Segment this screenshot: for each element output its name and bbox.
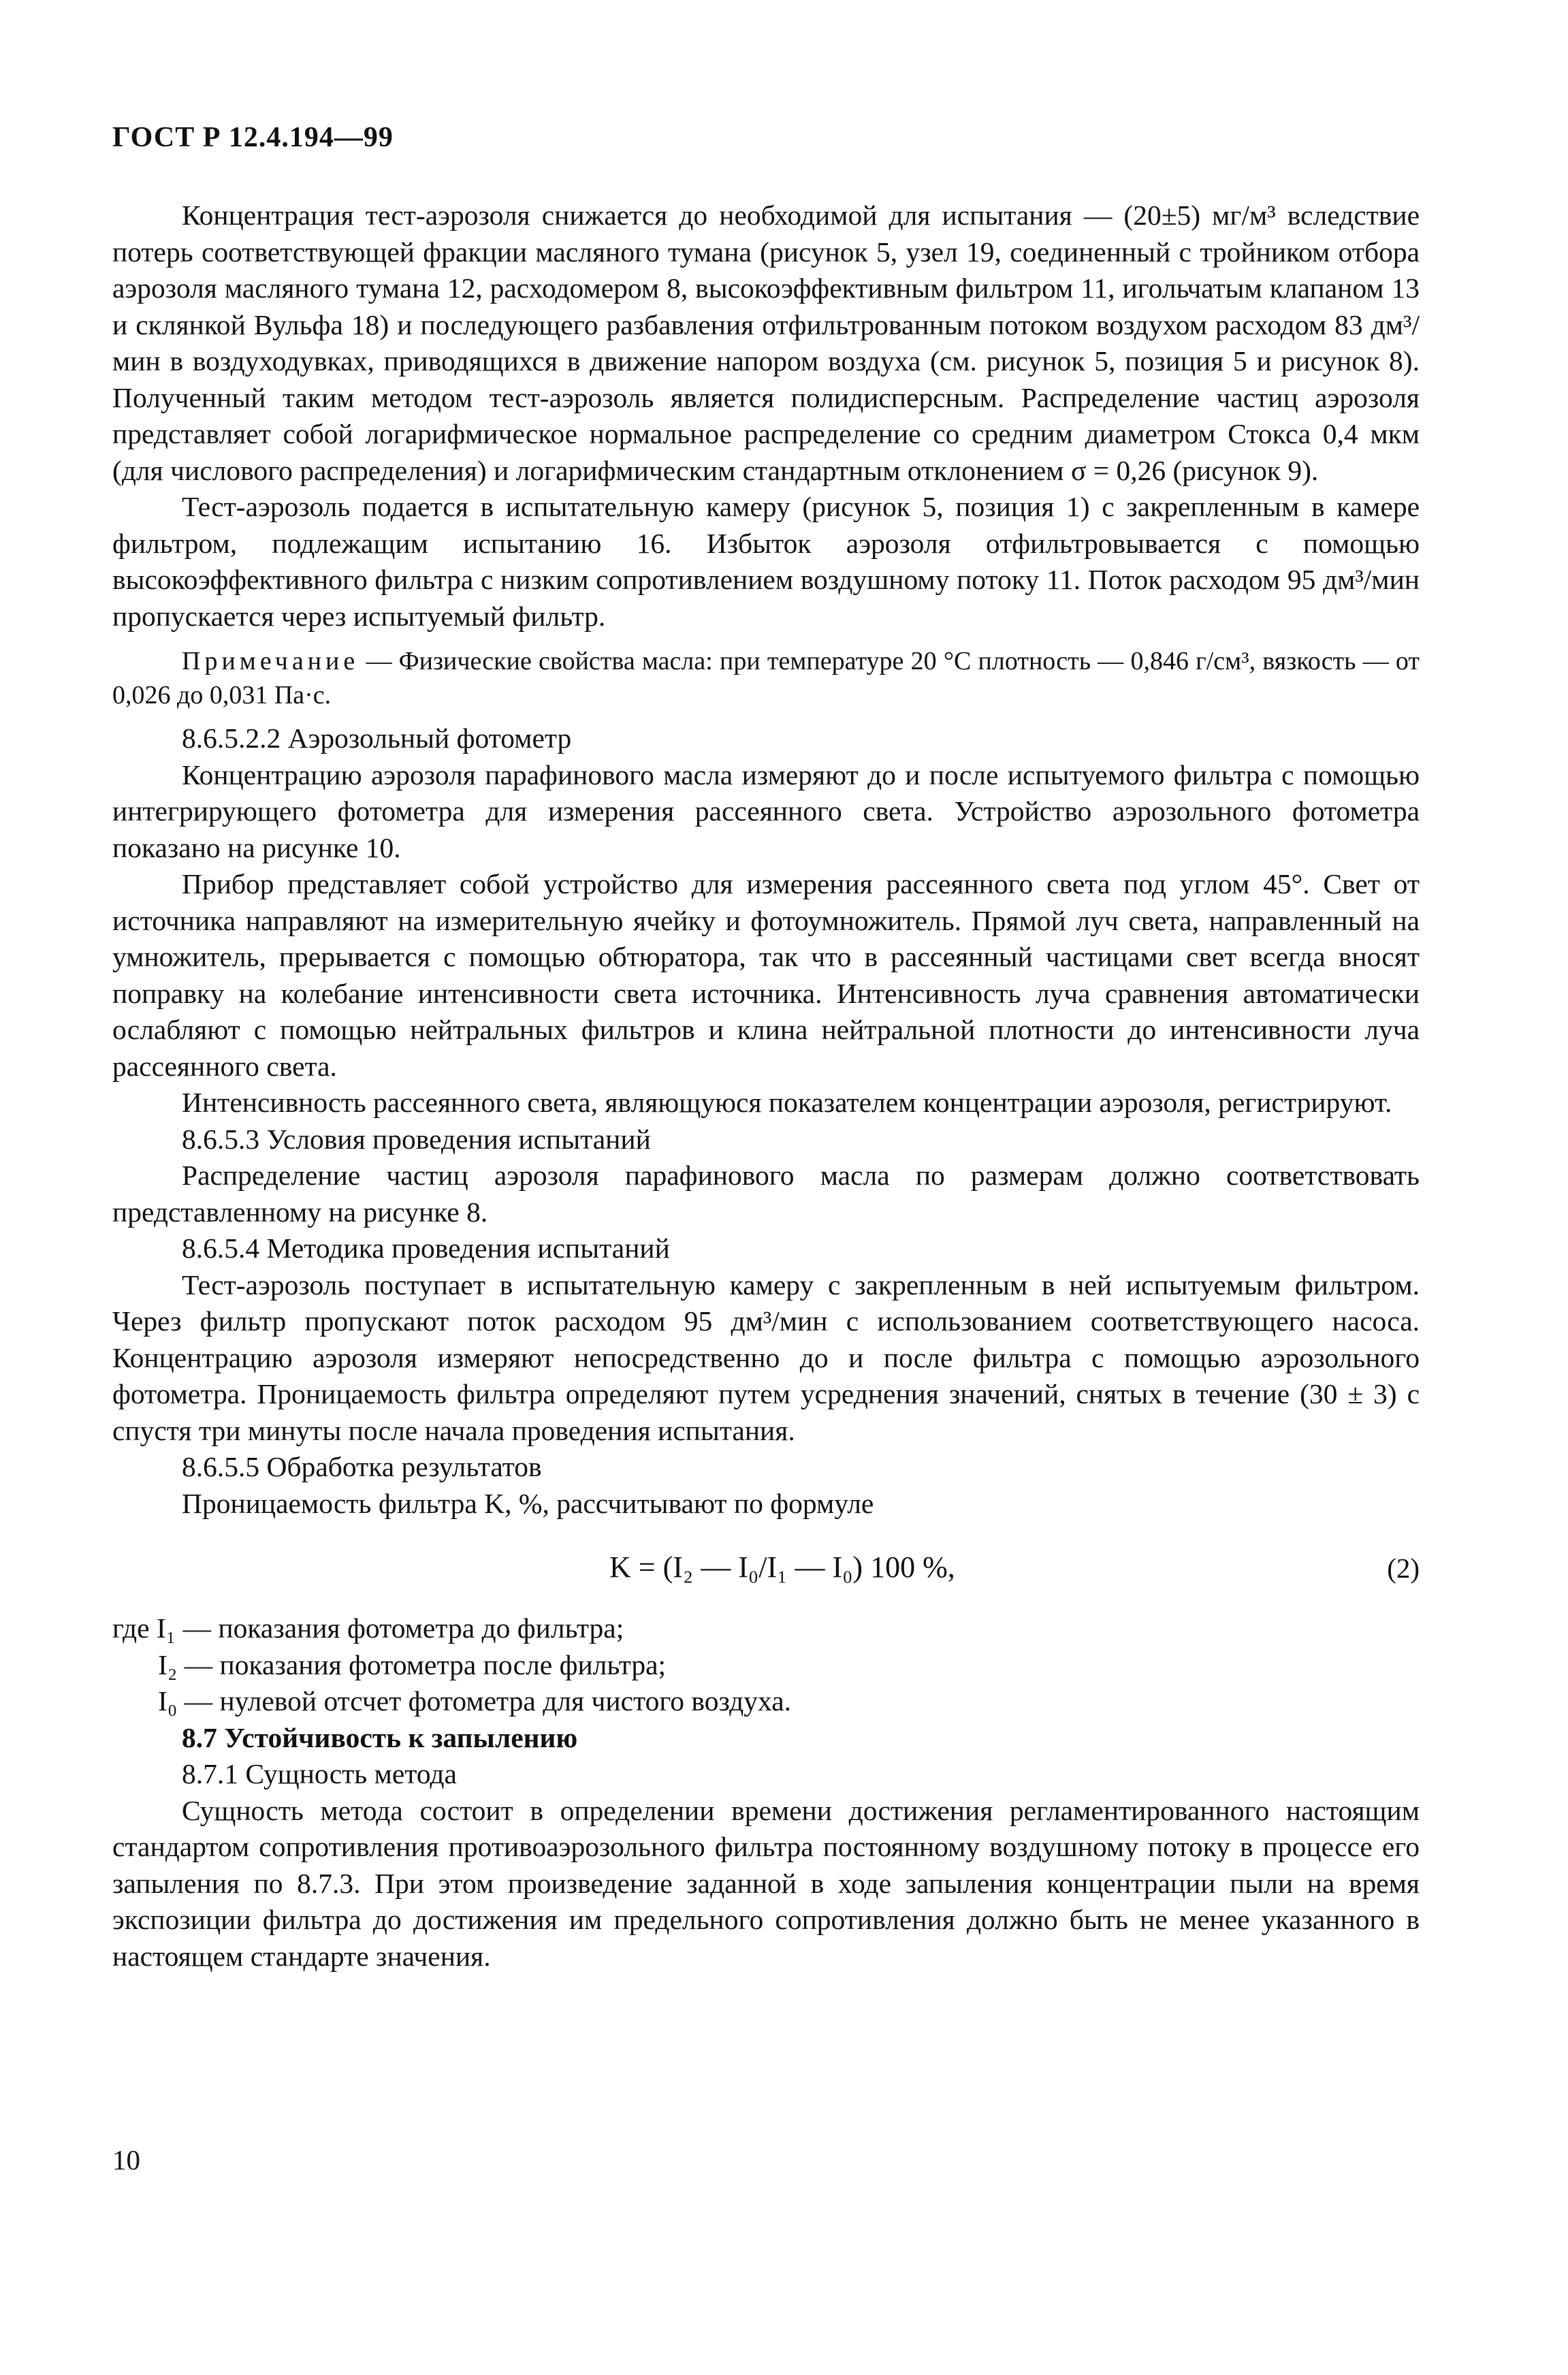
- legend-item: где I₁ — показания фотометра до фильтра;: [112, 1612, 624, 1644]
- document-body: [112, 197, 1420, 1975]
- section-heading: 8.6.5.4 Методика проведения испытаний: [182, 1232, 670, 1264]
- paragraph: Проницаемость фильтра K, %, рассчитывают по формуле: [182, 1487, 874, 1519]
- legend-item: I₂ — показания фотометра после фильтра;: [158, 1648, 667, 1680]
- section-heading: 8.6.5.3 Условия проведения испытаний: [182, 1123, 651, 1155]
- legend-item: I₀ — нулевой отсчет фотометра для чистого воздуха.: [158, 1685, 792, 1717]
- paragraph: Концентрацию аэрозоля парафинового масла измеряют до и после испытуемого фильтра с помощью интегрирующего фотометра для измерения рассеянного света. Устройство аэрозольного фотометра показано на рисунке 10.: [112, 759, 1420, 863]
- formula-row: [112, 1529, 1420, 1610]
- note-text: — Физические свойства масла: при температуре 20 °С плотность — 0,846 г/см³, вязкость — от 0,026 до 0,031 Па·с.: [112, 647, 1420, 710]
- section-heading: 8.6.5.5 Обработка результатов: [182, 1451, 542, 1482]
- paragraph: Сущность метода состоит в определении времени достижения регламентированного настоящим стандартом сопротивления противоаэрозольного фильтра постоянному воздушному потоку в процессе его запыления по 8.7.3. При этом произведение заданной в ходе запыления концентрации пыли на время экспозиции фильтра до достижения им предельного сопротивления должно быть не менее указанного в настоящем стандарте значения.: [112, 1794, 1420, 1972]
- paragraph: Концентрация тест-аэрозоля снижается до необходимой для испытания — (20±5) мг/м³ вследствие потерь соответствующей фракции масляного тумана (рисунок 5, узел 19, соединенный с тройником отбора аэрозоля масляного тумана 12, расходомером 8, высокоэффективным фильтром 11, игольчатым клапаном 13 и склянкой Вульфа 18) и последующего разбавления отфильтрованным потоком воздухом расходом 83 дм³/мин в воздуходувках, приводящихся в движение напором воздуха (см. рисунок 5, позиция 5 и рисунок 8). Полученный таким методом тест-аэрозоль является полидисперсным. Распределение частиц аэрозоля представляет собой логарифмическое нормальное распределение со средним диаметром Стокса 0,4 мкм (для числового распределения) и логарифмическим стандартным отклонением σ = 0,26 (рисунок 9).: [112, 200, 1420, 486]
- formula: K = (I₂ — I₀/I₁ — I₀) 100 %,: [609, 1550, 955, 1584]
- note: [112, 644, 1420, 712]
- paragraph: Интенсивность рассеянного света, являющуюся показателем концентрации аэрозоля, регистрируют.: [182, 1087, 1392, 1118]
- formula-number: (2): [1387, 1552, 1420, 1584]
- section-heading-bold: 8.7 Устойчивость к запылению: [182, 1721, 578, 1753]
- paragraph: Тест-аэрозоль поступает в испытательную камеру с закрепленным в ней испытуемым фильтром. Через фильтр пропускают поток расходом 95 дм³/мин с использованием соответствующего насоса. Концентрацию аэрозоля измеряют непосредственно до и после фильтра с помощью аэрозольного фотометра. Проницаемость фильтра определяют путем усреднения значений, снятых в течение (30 ± 3) с спустя три минуты после начала проведения испытания.: [112, 1269, 1420, 1446]
- note-label: Примечание: [182, 647, 359, 675]
- paragraph: Прибор представляет собой устройство для измерения рассеянного света под углом 45°. Свет от источника направляют на измерительную ячейку и фотоумножитель. Прямой луч света, направленный на умножитель, прерывается с помощью обтюратора, так что в рассеянный частицами свет всегда вносят поправку на колебание интенсивности света источника. Интенсивность луча сравнения автоматически ослабляют с помощью нейтральных фильтров и клина нейтральной плотности до интенсивности луча рассеянного света.: [112, 868, 1420, 1082]
- page-number: 10: [112, 2144, 140, 2175]
- paragraph: Тест-аэрозоль подается в испытательную камеру (рисунок 5, позиция 1) с закрепленным в камере фильтром, подлежащим испытанию 16. Избыток аэрозоля отфильтровывается с помощью высокоэффективного фильтра с низким сопротивлением воздушному потоку 11. Поток расходом 95 дм³/мин пропускается через испытуемый фильтр.: [112, 491, 1420, 632]
- document-header: ГОСТ Р 12.4.194—99: [112, 122, 394, 153]
- section-heading: 8.6.5.2.2 Аэрозольный фотометр: [182, 722, 572, 754]
- paragraph: Распределение частиц аэрозоля парафинового масла по размерам должно соответствовать представленному на рисунке 8.: [112, 1160, 1420, 1228]
- formula-legend: [112, 1610, 1420, 1720]
- section-heading: 8.7.1 Сущность метода: [182, 1758, 457, 1789]
